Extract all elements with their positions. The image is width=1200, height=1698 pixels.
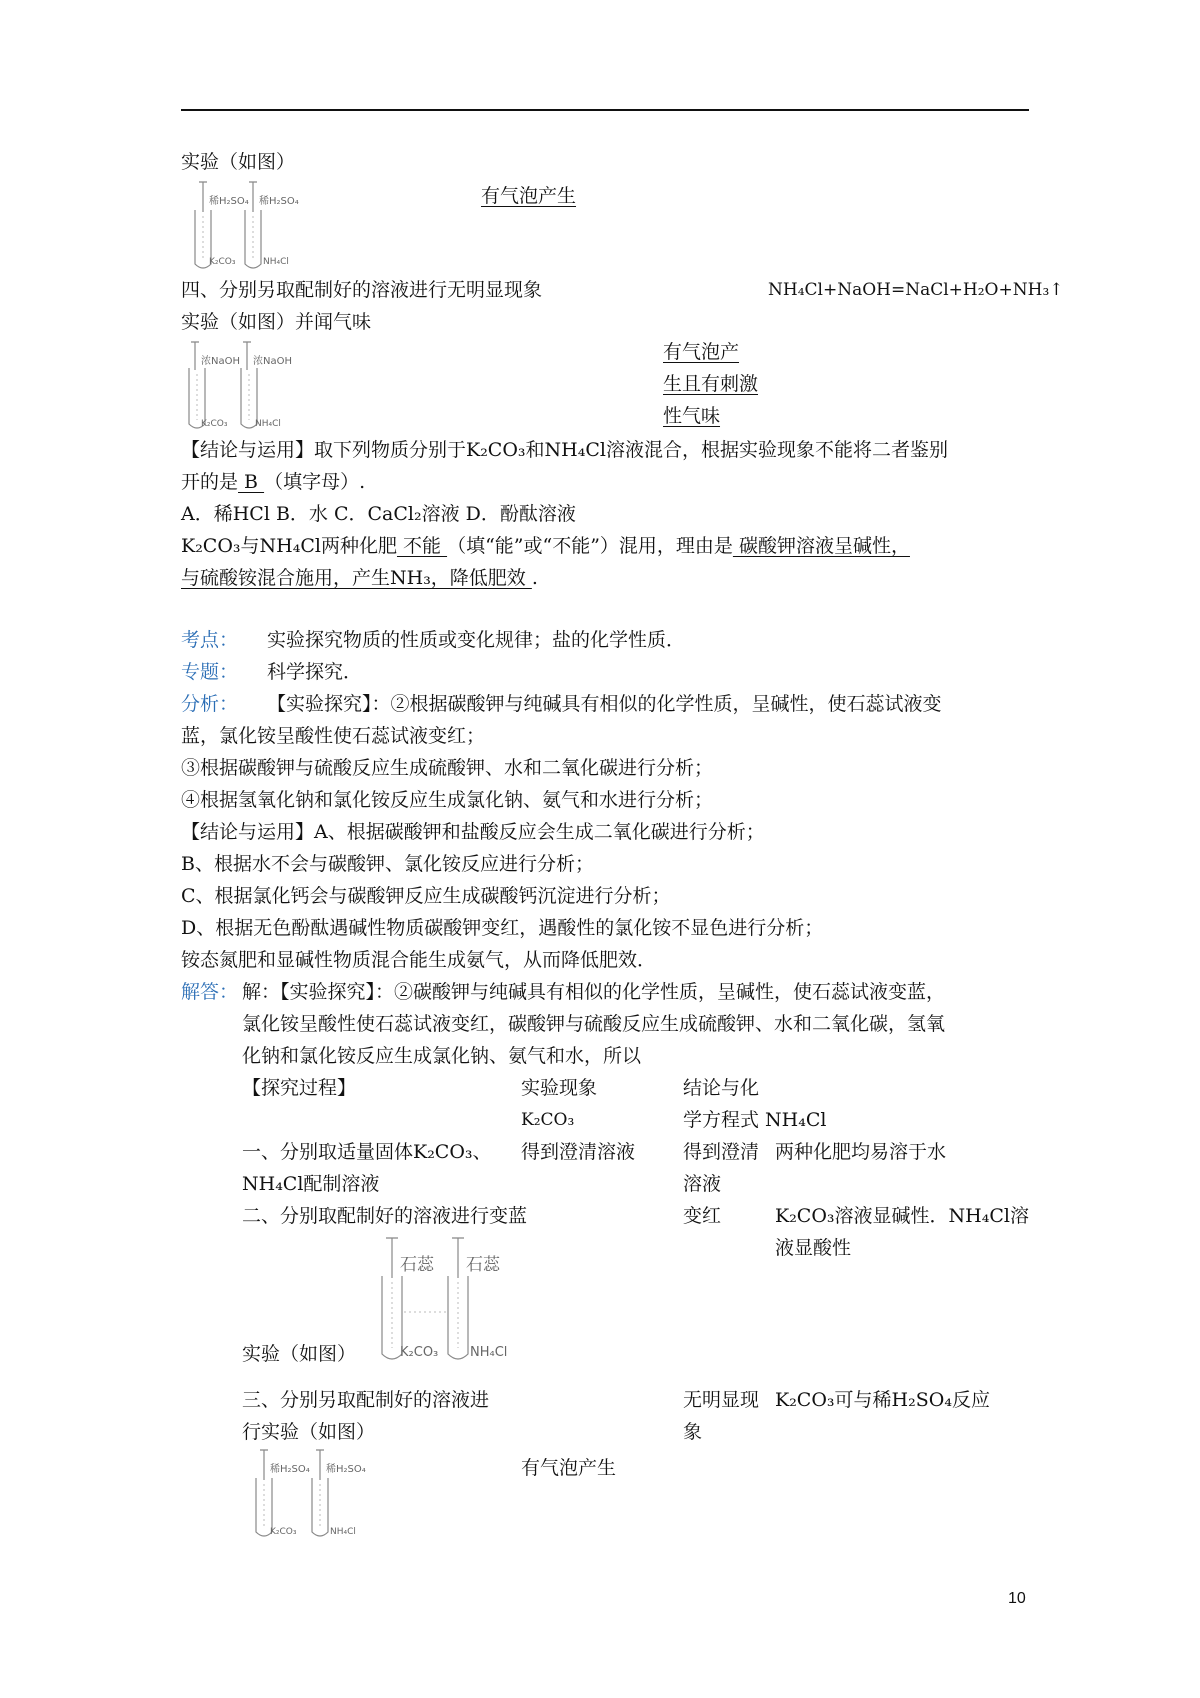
row1-process: 一、分别取适量固体K₂CO₃、 <box>242 1141 492 1163</box>
figure-4-left-label: K₂CO₃ <box>270 1527 297 1537</box>
fenxi-line-4: ④根据氢氧化钠和氯化铵反应生成氯化钠、氨气和水进行分析； <box>181 789 714 811</box>
conclusion-line-5 <box>181 566 538 590</box>
figure-1-reagent-2: 稀H₂SO₄ <box>259 196 299 207</box>
figure-4-reagent: 稀H₂SO₄ <box>270 1464 310 1475</box>
figure-2-test-tubes <box>181 340 321 432</box>
row3-conclusion: K₂CO₃可与稀H₂SO₄反应 <box>775 1389 990 1411</box>
zhuanti-text: 科学探究． <box>267 661 363 683</box>
table-header-k2co3: K₂CO₃ <box>521 1110 575 1130</box>
row2-conclusion: K₂CO₃溶液显碱性．NH₄Cl溶 <box>775 1205 1029 1227</box>
row2-process: 二、分别取配制好的溶液进行变蓝 <box>242 1205 528 1227</box>
figure-3-reagent-2: 石蕊 <box>466 1255 500 1275</box>
fenxi-line-7: C、根据氯化钙会与碳酸钾反应生成碳酸钙沉淀进行分析； <box>181 885 671 907</box>
conclusion-line-4 <box>181 534 910 558</box>
figure-1-test-tubes <box>181 180 321 272</box>
row2-phenomenon: 变红 <box>683 1205 722 1227</box>
bubbles-result: 有气泡产生 <box>481 185 577 207</box>
conclusion-line-2 <box>181 470 365 494</box>
zhuanti-label: 专题： <box>181 661 239 683</box>
table-header-process: 【探究过程】 <box>242 1077 357 1099</box>
row3-bubbles: 有气泡产生 <box>521 1457 617 1479</box>
answer-line-1: 解：【实验探究】：②碳酸钾与纯碱具有相似的化学性质，呈碱性，使石蕊试液变蓝， <box>242 981 946 1003</box>
row2-conclusion-2: 液显酸性 <box>775 1237 852 1259</box>
row1-process-2: NH₄Cl配制溶液 <box>242 1173 380 1195</box>
step4-text: 四、分别另取配制好的溶液进行无明显现象 <box>181 279 543 301</box>
figure-4-reagent-2: 稀H₂SO₄ <box>326 1464 366 1475</box>
figure-2-left-label: K₂CO₃ <box>201 419 228 429</box>
table-header-equation: 学方程式 NH₄Cl <box>683 1109 827 1131</box>
figure-2-reagent: 浓NaOH <box>201 356 240 367</box>
step4-equation: NH₄Cl+NaOH=NaCl+H₂O+NH₃↑ <box>768 280 1064 300</box>
conclusion-line-4-mid: （填“能”或“不能”）混用，理由是 <box>447 535 733 557</box>
table-header-phenomenon: 实验现象 <box>521 1077 598 1099</box>
row3-phenomenon-2: 象 <box>683 1421 703 1443</box>
answer-label: 解答： <box>181 981 239 1003</box>
fenxi-line-9: 铵态氮肥和显碱性物质混合能生成氨气，从而降低肥效． <box>181 949 657 971</box>
smell-result-2: 生且有刺激 <box>663 373 759 395</box>
figure-1-left-label: K₂CO₃ <box>209 257 236 267</box>
fenxi-line-2: 蓝，氯化铵呈酸性使石蕊试液变红； <box>181 725 486 747</box>
conclusion-reason-2: 与硫酸铵混合施用，产生NH₃，降低肥效 <box>181 567 532 589</box>
row1-phenomenon: 得到澄清溶液 <box>521 1141 636 1163</box>
figure-1-reagent: 稀H₂SO₄ <box>209 196 249 207</box>
row3-phenomenon: 无明显现 <box>683 1389 760 1411</box>
conclusion-answer-cannot: 不能 <box>396 535 448 557</box>
figure-3-right-label: NH₄Cl <box>470 1345 508 1360</box>
fenxi-line-6: B、根据水不会与碳酸钾、氯化铵反应进行分析； <box>181 853 594 875</box>
figure-1-right-label: NH₄Cl <box>263 257 289 267</box>
table-header-conclusion: 结论与化 <box>683 1077 760 1099</box>
header-rule <box>181 109 1029 111</box>
answer-line-3: 化钠和氯化铵反应生成氯化钠、氨气和水，所以 <box>242 1045 642 1067</box>
kaodian-text: 实验探究物质的性质或变化规律；盐的化学性质． <box>267 629 686 651</box>
smell-result-1: 有气泡产 <box>663 341 740 363</box>
kaodian-label: 考点： <box>181 629 239 651</box>
conclusion-answer-b: B <box>238 471 265 493</box>
figure-2-reagent-2: 浓NaOH <box>253 356 292 367</box>
conclusion-line-2-post: （填字母）. <box>264 471 366 493</box>
experiment-note: 实验（如图） <box>181 151 296 173</box>
answer-line-2: 氯化铵呈酸性使石蕊试液变红，碳酸钾与硫酸反应生成硫酸钾、水和二氧化碳，氢氧 <box>242 1013 946 1035</box>
step4-text-2: 实验（如图）并闻气味 <box>181 311 372 333</box>
figure-3-litmus-tubes <box>370 1236 530 1366</box>
figure-3-reagent: 石蕊 <box>400 1255 434 1275</box>
conclusion-options: A．稀HCl B．水 C．CaCl₂溶液 D．酚酞溶液 <box>181 503 576 525</box>
fenxi-line-1: 【实验探究】：②根据碳酸钾与纯碱具有相似的化学性质，呈碱性，使石蕊试液变 <box>267 693 942 715</box>
fenxi-line-3: ③根据碳酸钾与硫酸反应生成硫酸钾、水和二氧化碳进行分析； <box>181 757 714 779</box>
fenxi-line-8: D、根据无色酚酞遇碱性物质碳酸钾变红，遇酸性的氯化铵不显色进行分析； <box>181 917 824 939</box>
figure-2-right-label: NH₄Cl <box>255 419 281 429</box>
row1-phenomenon-2: 得到澄清 <box>683 1141 760 1163</box>
conclusion-line-5-end: . <box>531 567 538 589</box>
fenxi-label: 分析： <box>181 693 239 715</box>
conclusion-reason: 碳酸钾溶液呈碱性， <box>732 535 910 557</box>
page-number: 10 <box>1008 1590 1026 1607</box>
fenxi-line-5: 【结论与运用】A、根据碳酸钾和盐酸反应会生成二氧化碳进行分析； <box>181 821 765 843</box>
conclusion-line-4-pre: K₂CO₃与NH₄Cl两种化肥 <box>181 535 397 557</box>
smell-result-3: 性气味 <box>663 405 721 427</box>
row1-conclusion: 两种化肥均易溶于水 <box>775 1141 947 1163</box>
figure-3-left-label: K₂CO₃ <box>400 1345 439 1360</box>
figure-4-right-label: NH₄Cl <box>330 1527 356 1537</box>
conclusion-line-1: 【结论与运用】取下列物质分别于K₂CO₃和NH₄Cl溶液混合，根据实验现象不能将二者鉴别 <box>181 439 948 461</box>
row3-process: 三、分别另取配制好的溶液进 <box>242 1389 490 1411</box>
conclusion-line-2-pre: 开的是 <box>181 471 239 493</box>
row1-phenomenon-2b: 溶液 <box>683 1173 722 1195</box>
row2-experiment-note: 实验（如图） <box>242 1343 357 1365</box>
row3-process-2: 行实验（如图） <box>242 1421 376 1443</box>
figure-4-test-tubes <box>242 1448 382 1540</box>
